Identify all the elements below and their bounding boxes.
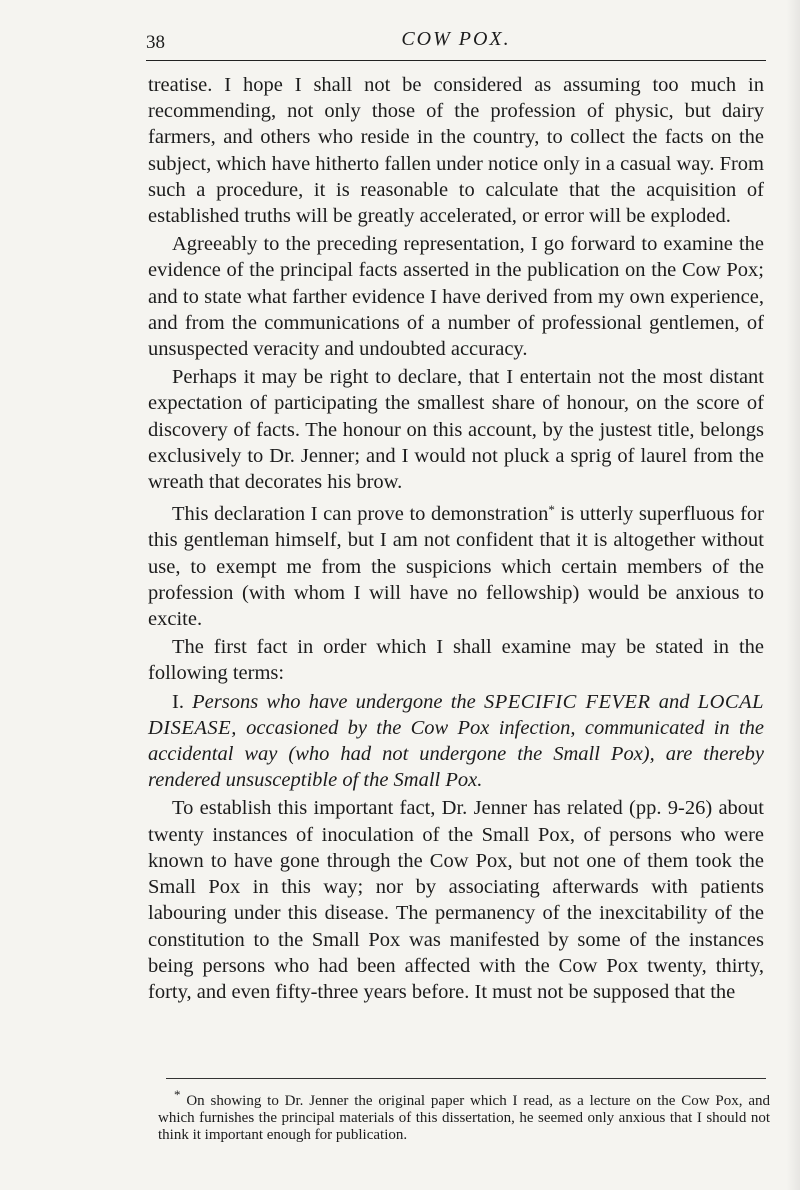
running-title: COW POX. (401, 28, 511, 50)
paragraph-2: Agreeably to the preceding representation, I go forward to examine the evidence of the principal facts asserted in the publication on the Cow Pox; and to state what farther evidence I have derived from my own experience, and from the communications of a number of professional gentlemen, of unsuspected veracity and undoubted accuracy. (148, 233, 764, 361)
body-text (148, 72, 764, 1005)
page-number: 38 (146, 32, 165, 53)
paragraph-1: treatise. I hope I shall not be considered as assuming too much in recommending, not only those of the profession of physic, but dairy farmers, and others who reside in the country, to collect the facts on the subject, which have hitherto fallen under notice only in a casual way. From such a procedure, it is reasonable to calculate that the acquisition of established truths will be greatly accelerated, or error will be exploded. (148, 74, 764, 228)
paragraph-4-end: is utterly superfluous for this gentleman himself, but I am not confident that it is altogether without use, to exempt me from the suspicions which certain members of the profession (with whom I will have no fellowship) would be anxious to excite. (148, 503, 764, 631)
footnote-text: On showing to Dr. Jenner the original paper which I read, as a lecture on the Cow Pox, and which furnishes the principal materials of this dissertation, he seemed only anxious that I should not think it important enough for publication. (158, 1093, 770, 1143)
footnote-rule (166, 1078, 766, 1079)
paragraph-4-start: This declaration I can prove to demonstration (172, 503, 549, 526)
page-header (146, 22, 766, 56)
paragraph-5: The first fact in order which I shall examine may be stated in the following terms: (148, 636, 764, 685)
proposition-text-2: and (650, 690, 698, 713)
proposition-caps-1: SPECIFIC FEVER (483, 690, 651, 713)
header-rule (146, 60, 766, 61)
paragraph-4 (148, 497, 764, 632)
proposition-caps-2: LOCAL DISEASE, (148, 690, 765, 739)
page-edge-shadow (786, 0, 800, 1190)
proposition-text-1: Persons who have undergone the (183, 690, 484, 713)
footnote-reference: * (548, 502, 555, 518)
proposition-text-3: occasioned by the Cow Pox infection, communicated in the accidental way (who had not undergone the Small Pox), are thereby rendered unsusceptible of the Small Pox. (148, 716, 764, 792)
paragraph-6: To establish this important fact, Dr. Jenner has related (pp. 9-26) about twenty instances of inoculation of the Small Pox, of persons who were known to have gone through the Cow Pox, but not one of them took the Small Pox in this way; nor by associating afterwards with patients labouring under this disease. The permanency of the inexcitability of the constitution to the Small Pox was manifested by some of the instances being persons who had been affected with the Cow Pox twenty, thirty, forty, and even fifty-three years before. It must not be supposed that the (148, 797, 764, 1003)
paragraph-3: Perhaps it may be right to declare, that I entertain not the most distant expectation of participating the smallest share of honour, on the score of discovery of facts. The honour on this account, by the justest title, belongs exclusively to Dr. Jenner; and I would not pluck a sprig of laurel from the wreath that decorates his brow. (148, 366, 764, 494)
footnote (158, 1086, 770, 1144)
footnote-mark: * (174, 1087, 181, 1102)
proposition-numeral: I. (172, 690, 184, 713)
proposition-1 (148, 689, 764, 794)
